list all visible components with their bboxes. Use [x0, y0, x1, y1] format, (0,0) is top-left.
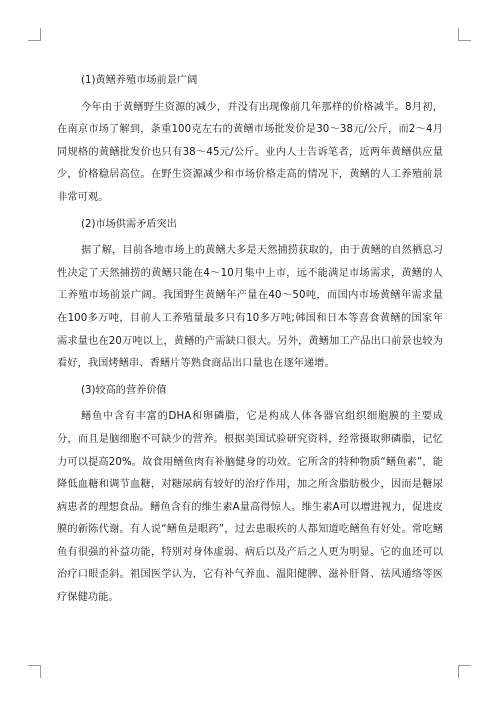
crop-mark-bottom-right — [458, 665, 471, 678]
section-paragraph: 据了解，目前各地市场上的黄鳝大多是天然捕捞获取的，由于黄鳝的自然栖息习性决定了天然捕捞的黄鳝只能在4～10月集中上市，远不能满足市场需求，黄鳝的人工养殖市场前景广阔。我国野生黄鳝年产量在40～50吨，而国内市场黄鳝年需求量在100多万吨，目前人工养殖量最多只有10多万吨;韩国和日本等喜食黄鳝的国家年需求量也在20万吨以上，黄鳝的产需缺口很大。另外，黄鳝加工产品出口前景也较为看好，我国烤鳝串、香鳝片等熟食商品出口量也在逐年递增。 — [57, 245, 443, 370]
crop-mark-bottom-left — [28, 665, 41, 678]
section-heading: (2)市场供需矛盾突出 — [81, 218, 177, 230]
section-paragraph: 鳝鱼中含有丰富的DHA和卵磷脂，它是构成人体各器官组织细胞膜的主要成分，而且是脑细胞不可缺少的营养。根据美国试验研究资料，经常摄取卵磷脂，记忆力可以提高20%。故食用鳝鱼肉有补脑健身的功效。它所含的特种物质“鳝鱼素”，能降低血糖和调节血糖，对糖尿病有较好的治疗作用，加之所含脂肪极少，因而是糖尿病患者的理想食品。鳝鱼含有的维生素A量高得惊人。维生素A可以增进视力，促进皮膜的新陈代谢。有人说“鳝鱼是眼药”，过去患眼疾的人都知道吃鳝鱼有好处。常吃鳝鱼有很强的补益功能，特别对身体虚弱、病后以及产后之人更为明显。它的血还可以治疗口眼歪斜。祖国医学认为，它有补气养血、温阳健脾、滋补肝肾、祛风通络等医疗保健功能。 — [57, 411, 443, 604]
section-supply-demand — [57, 214, 443, 376]
section-heading: (1)黄鳝养殖市场前景广阔 — [81, 75, 198, 86]
crop-mark-top-left — [28, 28, 41, 41]
section-paragraph: 今年由于黄鳝野生资源的减少，并没有出现像前几年那样的价格减半。8月初，在南京市场了解到，条重100克左右的黄鳝市场批发价是30～38元/公斤，而2～4月同规格的黄鳝批发价也只有38～45元/公斤。业内人士告诉笔者，近两年黄鳝供应量少，价格稳居高位。在野生资源减少和市场价格走高的情况下，黄鳝的人工养殖前景非常可观。 — [57, 101, 443, 203]
section-heading: (3)较高的营养价值 — [81, 384, 167, 396]
section-market-prospect — [57, 70, 443, 210]
document-body — [57, 70, 443, 614]
crop-mark-top-right — [458, 28, 471, 41]
section-nutrition — [57, 380, 443, 610]
